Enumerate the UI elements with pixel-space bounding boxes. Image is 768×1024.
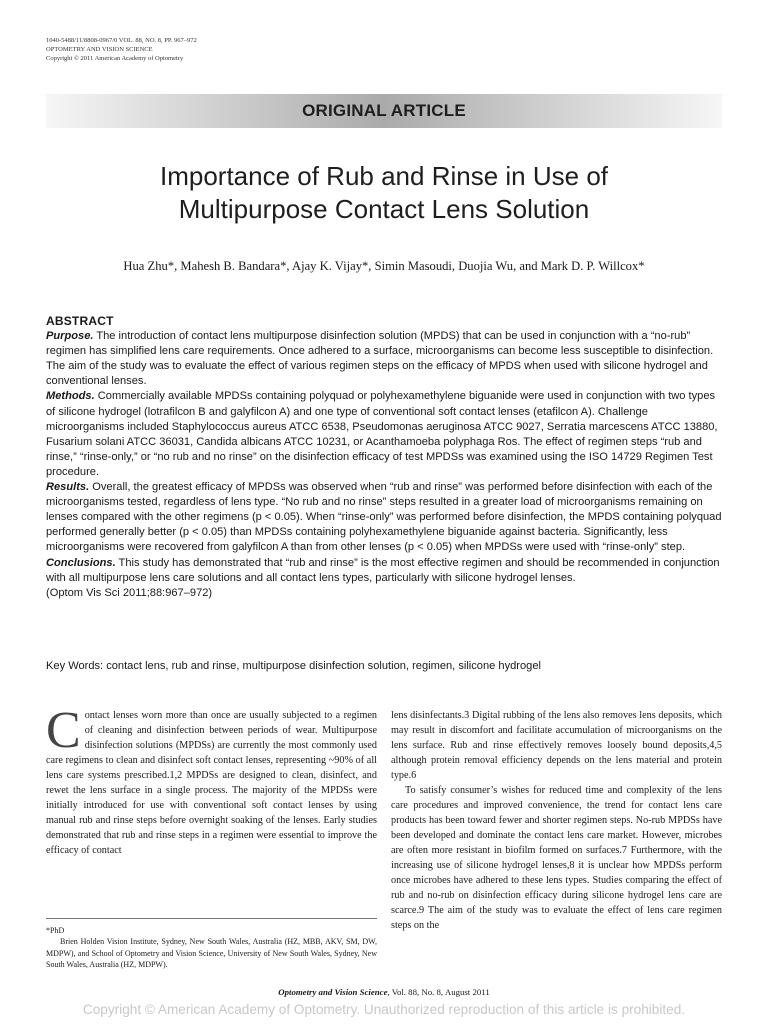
body-paragraph-2: To satisfy consumer’s wishes for reduced time and complexity of the lens care procedures and improved convenience, the trend for contact lens care products has been toward fewer and shorter regimen steps. No-rub MPDSs have been developed and dominate the contact lens care market. However, microbes are often more resistant in biofilm formed on surfaces.7 Furthermore, with the increasing use of silicone hydrogel lenses,8 it is unclear how MPDSs perform once microbes have adhered to these lens types. Studies comparing the effect of rub and no-rub on disinfection efficacy during silicone hydrogel lens care are scarce.9 The aim of the study was to evaluate the effect of lens care regimen steps on the <box>391 785 722 931</box>
section-banner <box>46 94 722 128</box>
journal-name-line: OPTOMETRY AND VISION SCIENCE <box>46 46 153 53</box>
methods-label: Methods. <box>46 390 95 403</box>
footnote-affiliation: Brien Holden Vision Institute, Sydney, New South Wales, Australia (HZ, MBB, AKV, SM, DW, MDPW), and School of Optometry and Vision Science, University of New South Wales, Sydney, New South Wales, Australia (HZ, MDPW). <box>46 937 377 970</box>
body-column-left <box>46 702 377 858</box>
copyright-line: Copyright © 2011 American Academy of Optometry <box>46 55 184 62</box>
abstract-heading: ABSTRACT <box>46 314 114 328</box>
footnotes <box>46 918 377 971</box>
title-line-2: Multipurpose Contact Lens Solution <box>178 194 590 224</box>
abstract-purpose <box>46 329 722 389</box>
body-column-right <box>391 708 722 933</box>
title-line-1: Importance of Rub and Rinse in Use of <box>159 161 609 191</box>
abstract-citation: (Optom Vis Sci 2011;88:967–972) <box>46 586 213 599</box>
conclusions-text: This study has demonstrated that “rub and rinse” is the most effective regimen and should be recommended in conjunction with all multipurpose lens care solutions and all contact lens types, particularly with silicone hydrogel lenses. <box>46 556 720 584</box>
results-text: Overall, the greatest efficacy of MPDSs was observed when “rub and rinse” was performed before disinfection with each of the microorganisms tested, regardless of lens type. “No rub and no rinse” steps resulted in a greater load of microorganisms remaining on lenses compared with the other regimens (p < 0.05). When “rinse-only” was performed before disinfection, the MPDS containing polyquad performed generally better (p < 0.05) than MPDSs containing polyhexamethylene biguanide against bacteria. Significantly, less microorganisms were recovered from galyfilcon A than from other lenses (p < 0.05) when MPDSs were used with “rinse-only” step. <box>46 481 722 554</box>
abstract-results <box>46 480 722 555</box>
journal-footer <box>46 987 722 997</box>
footer-journal-name: Optometry and Vision Science <box>278 987 388 997</box>
body-paragraph-1: lens disinfectants.3 Digital rubbing of the lens also removes lens deposits, which may result in discomfort and facilitate accumulation of microorganisms on the lens surface. Rub and rinse effectively removes loosely bound deposits,4,5 although protein removal efficiency depends on the lens material and protein type.6 <box>391 710 722 781</box>
purpose-text: The introduction of contact lens multipurpose disinfection solution (MPDS) that can be used in conjunction with a “no-rub” regimen has simplified lens care requirements. Once adhered to a surface, microorganisms can become less susceptible to disinfection. The aim of the study was to evaluate the effect of various regimen steps on the efficacy of MPDS when used with silicone hydrogel and conventional lenses. <box>46 330 714 388</box>
abstract-conclusions <box>46 556 722 586</box>
conclusions-label: Conclusions. <box>46 556 116 569</box>
article-title <box>46 160 722 226</box>
methods-text: Commercially available MPDSs containing polyquad or polyhexamethylene biguanide were used in conjunction with two types of silicone hydrogel (lotrafilcon B and galyfilcon A) and one type of conventional soft contact lenses (etafilcon A). Challenge microorganisms included Staphylococcus aureus ATCC 6538, Pseudomonas aeruginosa ATCC 9027, Serratia marcescens ATCC 13880, Fusarium solani ATCC 36031, Candida albicans ATCC 10231, or Acanthamoeba polyphaga Ros. The effect of regimen steps “rub and rinse,” “rinse-only,” or “no rub and no rinse” on the disinfection efficacy of test MPDSs was examined using the ISO 14729 Regimen Test procedure. <box>46 390 718 478</box>
intro-text: ontact lenses worn more than once are usually subjected to a regimen of cleaning and disinfection between periods of wear. Multipurpose disinfection solutions (MPDSs) are currently the most commonly used care regimens to clean and disinfect soft contact lenses, representing ~90% of all lens care systems prescribed.1,2 MPDSs are designed to clean, disinfect, and rewet the lens surface in a single process. The majority of the MPDSs were initially introduced for use with conventional soft contact lenses by using manual rub and rinse steps before overnight soaking of the lenses. Early studies demonstrated that rub and rinse steps in a regimen were essential to improve the efficacy of contact <box>46 710 377 856</box>
section-label: ORIGINAL ARTICLE <box>302 101 466 120</box>
abstract <box>46 314 722 601</box>
copyright-watermark: Copyright © American Academy of Optometry. Unauthorized reproduction of this article is prohibited. <box>82 1002 686 1017</box>
results-label: Results. <box>46 481 90 494</box>
footer-issue: , Vol. 88, No. 8, August 2011 <box>387 987 490 997</box>
purpose-label: Purpose. <box>46 330 94 343</box>
footnote-degree: *PhD <box>46 926 65 935</box>
abstract-methods <box>46 389 722 480</box>
issn-line: 1040-5488/11/8808-0967/0 VOL. 88, NO. 8, PP. 967–972 <box>46 37 197 44</box>
drop-cap: C <box>46 702 81 759</box>
keywords: Key Words: contact lens, rub and rinse, multipurpose disinfection solution, regimen, silicone hydrogel <box>46 660 541 672</box>
intro-paragraph <box>46 702 377 858</box>
journal-header-meta <box>46 36 197 63</box>
author-list: Hua Zhu*, Mahesh B. Bandara*, Ajay K. Vijay*, Simin Masoudi, Duojia Wu, and Mark D. P. Willcox* <box>123 259 645 273</box>
